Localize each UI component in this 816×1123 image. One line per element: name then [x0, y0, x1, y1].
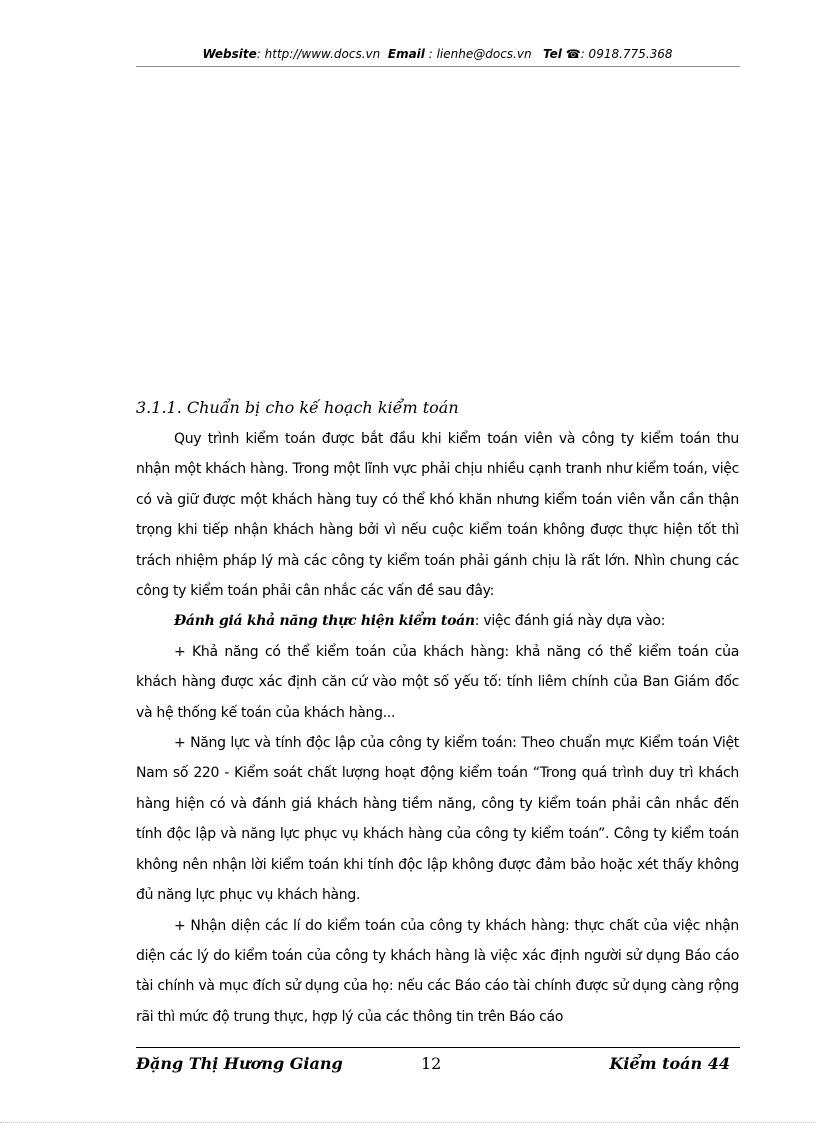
email-label: Email: [387, 47, 425, 61]
email-link[interactable]: : lienhe@docs.vn: [428, 47, 532, 61]
assessment-heading: Đánh giá khả năng thực hiện kiểm toán: [174, 613, 475, 630]
footer-author: Đặng Thị Hương Giang: [136, 1054, 343, 1073]
section-title: 3.1.1. Chuẩn bị cho kế hoạch kiểm toán: [136, 398, 459, 417]
footer-divider: [136, 1047, 740, 1048]
footer-page-number: 12: [421, 1054, 442, 1073]
paragraph-independence: + Năng lực và tính độc lập của công ty kiểm toán: Theo chuẩn mực Kiểm toán Việt Nam số 220 - Kiểm soát chất lượng hoạt động kiểm toán “Trong quá trình duy trì khách hàng hiện có và đánh giá khách hàng tiềm năng, công ty kiểm toán phải cân nhắc đến tính độc lập và năng lực phục vụ khách hàng của công ty kiểm toán”. Công ty kiểm toán không nên nhận lời kiểm toán khi tính độc lập không được đảm bảo hoặc xét thấy không đủ năng lực phục vụ khách hàng.: [136, 735, 739, 904]
paragraph-assessment: [136, 606, 739, 636]
assessment-rest: : việc đánh giá này dựa vào:: [474, 613, 666, 630]
paragraph-auditability: + Khả năng có thể kiểm toán của khách hàng: khả năng có thể kiểm toán của khách hàng được xác định căn cứ vào một số yếu tố: tính liêm chính của Ban Giám đốc và hệ thống kế toán của khách hàng...: [136, 643, 739, 721]
paragraph-intro: Quy trình kiểm toán được bắt đầu khi kiểm toán viên và công ty kiểm toán thu nhận một khách hàng. Trong một lĩnh vực phải chịu nhiều cạnh tranh như kiểm toán, việc có và giữ được một khách hàng tuy có thể khó khăn nhưng kiểm toán viên vẫn cần thận trọng khi tiếp nhận khách hàng bởi vì nếu cuộc kiểm toán không được thực hiện tốt thì trách nhiệm pháp lý mà các công ty kiểm toán phải gánh chịu là rất lớn. Nhìn chung các công ty kiểm toán phải cân nhắc các vấn đề sau đây:: [136, 431, 739, 600]
page-footer: [136, 1054, 740, 1078]
website-label: Website: [202, 47, 257, 61]
page-header: [135, 47, 740, 61]
header-divider: [136, 66, 740, 67]
footer-course: Kiểm toán 44: [609, 1054, 730, 1073]
paragraph-reasons: + Nhận diện các lí do kiểm toán của công ty khách hàng: thực chất của việc nhận diện các lý do kiểm toán của công ty khách hàng là việc xác định người sử dụng Báo cáo tài chính và mục đích sử dụng của họ: nếu các Báo cáo tài chính được sử dụng càng rộng rãi thì mức độ trung thực, hợp lý của các thông tin trên Báo cáo: [136, 917, 739, 1025]
body-text: [136, 424, 739, 1032]
tel-value: : 0918.775.368: [580, 47, 673, 61]
telephone-icon: ☎: [565, 47, 581, 61]
tel-label: Tel: [543, 47, 562, 61]
website-link[interactable]: : http://www.docs.vn: [256, 47, 381, 61]
